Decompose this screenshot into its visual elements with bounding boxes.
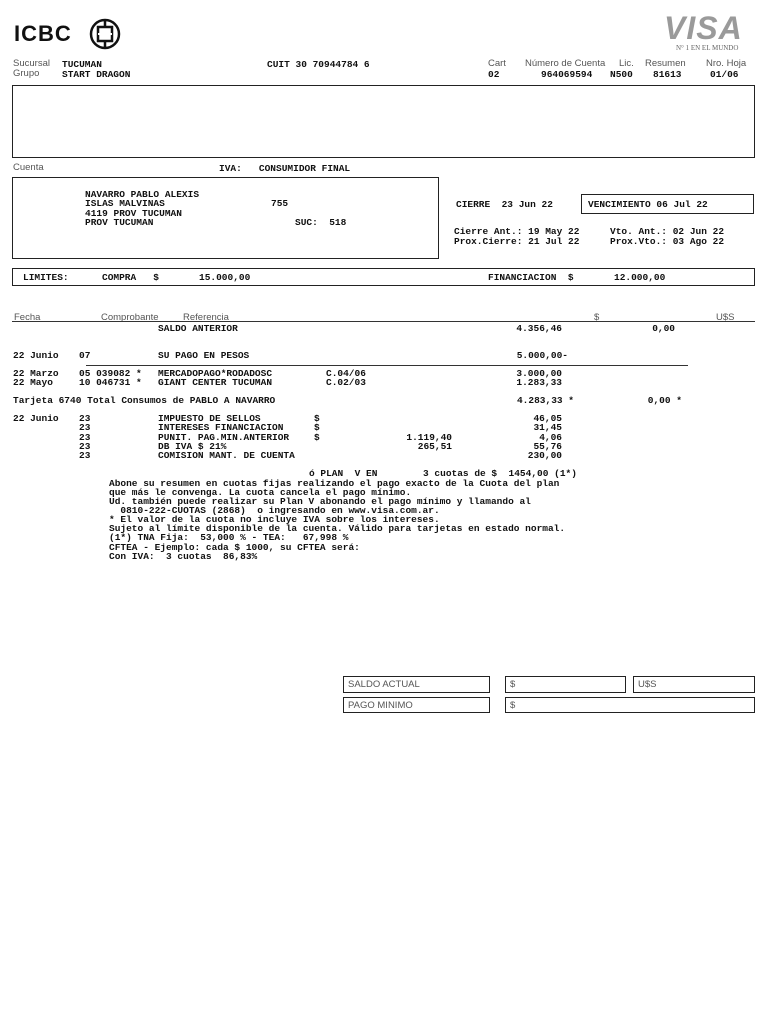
row-fecha: 22 Junio xyxy=(13,413,59,424)
row-cuota: C.04/06 xyxy=(326,368,366,379)
holder-name: NAVARRO PABLO ALEXIS xyxy=(85,189,200,200)
plan-line: Sujeto al límite disponible de la cuenta. Válido para tarjetas en estado normal. xyxy=(109,523,566,534)
row-referencia: SU PAGO EN PESOS xyxy=(158,350,250,361)
icbc-logo: ICBC xyxy=(14,21,72,46)
row-comprobante: 23 xyxy=(79,450,91,461)
row-fecha: 22 Junio xyxy=(13,350,59,361)
row-usd: 0,00 * xyxy=(647,395,682,406)
visa-logo: VISA xyxy=(664,10,743,46)
iva-status: IVA: CONSUMIDOR FINAL xyxy=(219,163,351,174)
col-usd: U$S xyxy=(716,312,735,323)
row-pesos: 4.283,33 * xyxy=(516,395,574,406)
saldo-actual-pesos-box xyxy=(505,676,626,693)
row-base-amount: 1.119,40 xyxy=(406,432,452,443)
row-pesos: 3.000,00 xyxy=(516,368,562,379)
plan-line: 0810-222-CUOTAS (2868) o ingresando en www.visa.com.ar. xyxy=(109,505,440,516)
saldo-actual-pesos-sign: $ xyxy=(510,679,516,690)
row-referencia: INTERESES FINANCIACION xyxy=(158,422,284,433)
cuenta-num-label: Número de Cuenta xyxy=(525,58,606,69)
cuit: CUIT 30 70944784 6 xyxy=(267,59,370,70)
row-referencia: COMISION MANT. DE CUENTA xyxy=(158,450,295,461)
row-fecha: 22 Marzo xyxy=(13,368,59,379)
limit-financiacion-label: FINANCIACION $ xyxy=(488,272,574,283)
icbc-emblem-icon xyxy=(88,18,122,50)
cierre-date: CIERRE 23 Jun 22 xyxy=(456,199,553,210)
row-referencia: MERCADOPAGO*RODADOSC xyxy=(158,368,273,379)
row-comprobante: 23 xyxy=(79,413,91,424)
row-comprobante: 10 046731 * xyxy=(79,377,142,388)
pago-minimo-pesos-box xyxy=(505,697,755,713)
grupo-label: Grupo xyxy=(13,68,40,79)
col-referencia: Referencia xyxy=(183,312,229,323)
row-cuota: C.02/03 xyxy=(326,377,366,388)
plan-line: Ud. también puede realizar su Plan V abonando el pago mínimo y llamando al xyxy=(109,496,531,507)
sucursal-label: Sucursal xyxy=(13,58,50,69)
header-rule xyxy=(12,321,755,322)
pago-minimo-pesos-sign: $ xyxy=(510,700,516,711)
hoja-label: Nro. Hoja xyxy=(706,58,747,69)
row-cuota: $ xyxy=(314,413,320,424)
row-pesos: 46,05 xyxy=(533,413,562,424)
plan-line: Con IVA: 3 cuotas 86,83% xyxy=(109,551,258,562)
section-rule xyxy=(86,365,688,366)
limit-compra-label: COMPRA $ xyxy=(102,272,160,283)
address-street: ISLAS MALVINAS xyxy=(85,198,165,209)
pago-minimo-label: PAGO MINIMO xyxy=(348,700,413,711)
lic-value: N500 xyxy=(610,69,633,80)
limits-label: LIMITES: xyxy=(23,272,69,283)
col-comprobante: Comprobante xyxy=(101,312,159,323)
row-base-amount: 265,51 xyxy=(417,441,452,452)
visa-tagline: N° 1 EN EL MUNDO xyxy=(676,44,739,52)
address-city: 4119 PROV TUCUMAN xyxy=(85,208,182,219)
plan-line: CFTEA - Ejemplo: cada $ 1000, su CFTEA será: xyxy=(109,542,360,553)
row-comprobante: 07 xyxy=(79,350,91,361)
row-pesos: 1.283,33 xyxy=(516,377,562,388)
prox-cierre: Prox.Cierre: 21 Jul 22 xyxy=(454,236,580,247)
limit-financiacion-value: 12.000,00 xyxy=(614,272,666,283)
saldo-actual-usd-sign: U$S xyxy=(638,679,657,690)
saldo-actual-label: SALDO ACTUAL xyxy=(348,679,420,690)
limit-compra-value: 15.000,00 xyxy=(199,272,251,283)
prox-vto: Prox.Vto.: 03 Ago 22 xyxy=(610,236,725,247)
row-usd: 0,00 xyxy=(652,323,675,334)
plan-line: Abone su resumen en cuotas fijas realizando el pago exacto de la Cuota del plan xyxy=(109,478,560,489)
cart-value: 02 xyxy=(488,69,500,80)
address-province: PROV TUCUMAN xyxy=(85,217,154,228)
address-number: 755 xyxy=(271,198,289,209)
row-comprobante: 05 039082 * xyxy=(79,368,142,379)
row-comprobante: 23 xyxy=(79,422,91,433)
vencimiento-date: VENCIMIENTO 06 Jul 22 xyxy=(588,199,708,210)
message-box xyxy=(12,85,755,158)
row-cuota: $ xyxy=(314,422,320,433)
vto-anterior: Vto. Ant.: 02 Jun 22 xyxy=(610,226,725,237)
hoja-value: 01/06 xyxy=(710,69,739,80)
grupo-value: START DRAGON xyxy=(62,69,131,80)
plan-line: que más le convenga. La cuota cancela el pago mínimo. xyxy=(109,487,412,498)
plan-line: (1*) TNA Fija: 53,000 % - TEA: 67,998 % xyxy=(109,532,349,543)
row-pesos: 31,45 xyxy=(533,422,562,433)
row-pesos: 5.000,00- xyxy=(516,350,568,361)
plan-line: * El valor de la cuota no incluye IVA sobre los intereses. xyxy=(109,514,440,525)
col-fecha: Fecha xyxy=(14,312,41,323)
row-referencia: SALDO ANTERIOR xyxy=(158,323,238,334)
resumen-label: Resumen xyxy=(645,58,686,69)
row-referencia: DB IVA $ 21% xyxy=(158,441,227,452)
row-pesos: 4,06 xyxy=(539,432,562,443)
resumen-value: 81613 xyxy=(653,69,682,80)
row-referencia: GIANT CENTER TUCUMAN xyxy=(158,377,273,388)
lic-label: Lic. xyxy=(619,58,634,69)
branch-suc: SUC: 518 xyxy=(295,217,347,228)
cuenta-num-value: 964069594 xyxy=(541,69,593,80)
plan-v-header: ó PLAN V EN 3 cuotas de $ 1454,00 (1*) xyxy=(309,468,577,479)
cart-label: Cart xyxy=(488,58,506,69)
row-pesos: 55,76 xyxy=(533,441,562,452)
row-referencia: IMPUESTO DE SELLOS xyxy=(158,413,261,424)
row-total-label: Tarjeta 6740 Total Consumos de PABLO A NAVARRO xyxy=(13,395,276,406)
row-cuota: $ xyxy=(314,432,320,443)
col-pesos: $ xyxy=(594,312,600,323)
cierre-anterior: Cierre Ant.: 19 May 22 xyxy=(454,226,580,237)
row-pesos: 4.356,46 xyxy=(516,323,562,334)
row-comprobante: 23 xyxy=(79,432,91,443)
sucursal-value: TUCUMAN xyxy=(62,59,102,70)
row-pesos: 230,00 xyxy=(527,450,562,461)
row-fecha: 22 Mayo xyxy=(13,377,53,388)
address-box xyxy=(12,177,439,259)
row-comprobante: 23 xyxy=(79,441,91,452)
row-referencia: PUNIT. PAG.MIN.ANTERIOR xyxy=(158,432,290,443)
cuenta-label: Cuenta xyxy=(13,162,44,173)
